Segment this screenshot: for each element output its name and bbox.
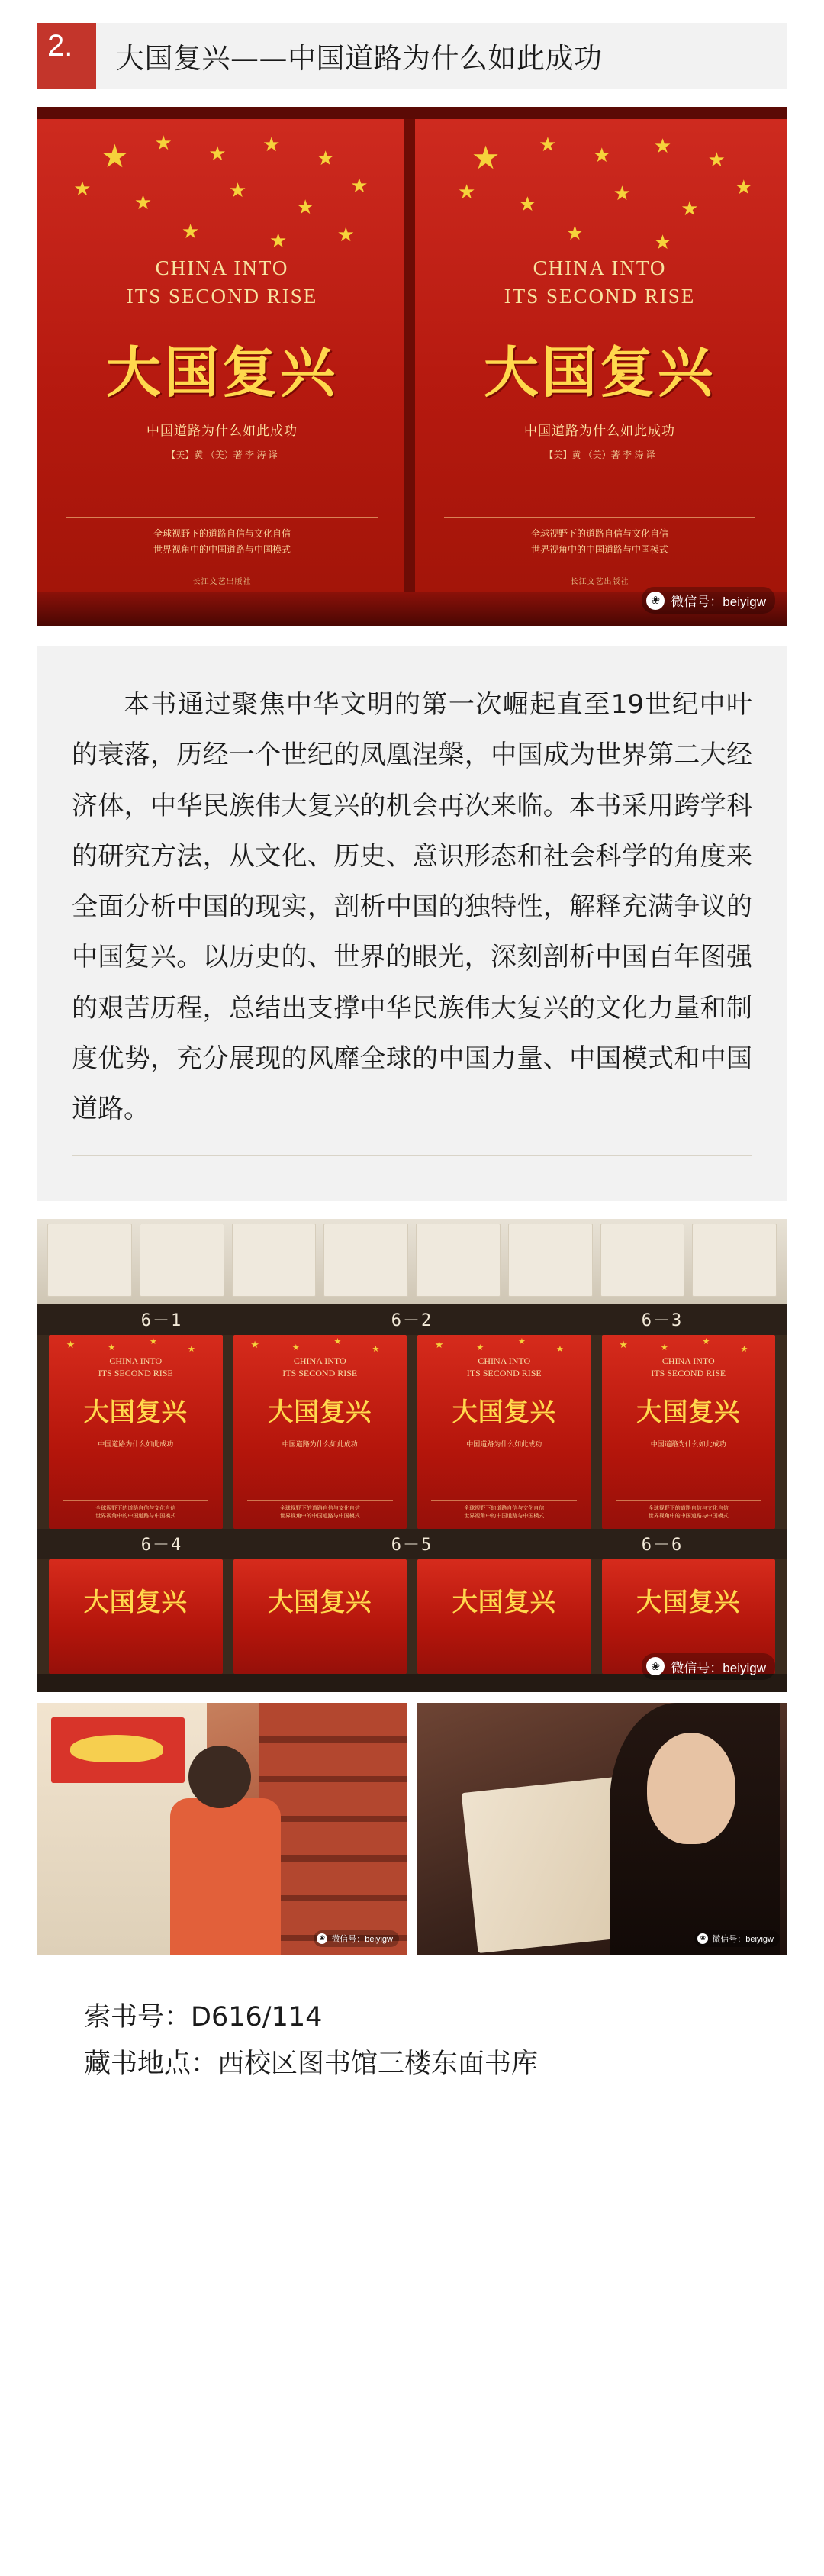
star-icon: ★	[333, 1336, 342, 1346]
stars-decoration	[233, 1338, 407, 1361]
star-icon: ★	[707, 148, 726, 171]
cover-english-line-1: CHINA INTO	[155, 256, 289, 279]
star-icon: ★	[681, 197, 699, 220]
mini-book-english-line-1: CHINA INTO	[478, 1355, 531, 1366]
photo-pair	[37, 1703, 787, 1955]
star-icon: ★	[702, 1336, 710, 1346]
star-icon: ★	[653, 231, 672, 253]
mini-book-band-line-2: 世界视角中的中国道路与中国模式	[95, 1514, 176, 1520]
mini-book-band	[431, 1500, 577, 1521]
mini-book-band-line-2: 世界视角中的中国道路与中国模式	[464, 1514, 545, 1520]
shelf-book-spine	[416, 1224, 501, 1297]
star-icon: ★	[556, 1344, 564, 1354]
cover-band-line-2: 世界视角中的中国道路与中国模式	[530, 543, 668, 555]
shelf-book-spine	[232, 1224, 317, 1297]
star-icon: ★	[269, 229, 288, 252]
call-number-value: D616/114	[191, 2001, 323, 2033]
star-icon: ★	[149, 1336, 157, 1346]
mini-book-chinese-title: 大国复兴	[636, 1398, 741, 1427]
star-icon: ★	[517, 1336, 526, 1346]
mini-book-english-line-1: CHINA INTO	[661, 1355, 715, 1366]
mini-book-english-line-1: CHINA INTO	[293, 1355, 346, 1366]
watermark-badge	[694, 1930, 780, 1947]
mini-book-chinese-title: 大国复兴	[83, 1587, 188, 1616]
star-icon: ★	[336, 223, 355, 246]
star-icon: ★	[73, 177, 92, 200]
mini-book-english-line-1: CHINA INTO	[109, 1355, 163, 1366]
star-icon: ★	[434, 1338, 444, 1350]
cover-chinese-title: 大国复兴	[483, 340, 716, 405]
cover-band-line-1: 全球视野下的道路自信与文化自信	[530, 528, 668, 540]
wechat-icon: ❀	[646, 592, 665, 610]
call-number-label: 索书号：	[84, 2001, 192, 2033]
mini-book-band-line-1: 全球视野下的道路自信与文化自信	[279, 1505, 360, 1511]
stars-decoration	[417, 1338, 591, 1361]
cover-gutter	[404, 107, 415, 626]
star-icon: ★	[108, 1343, 116, 1352]
entry-header	[37, 23, 787, 89]
mini-book-chinese-title: 大国复兴	[268, 1398, 372, 1427]
wechat-icon: ❀	[317, 1933, 327, 1944]
photo-person-body	[170, 1798, 282, 1955]
mini-book-english-line-2: ITS SECOND RISE	[98, 1368, 173, 1379]
stars-decoration	[49, 1338, 223, 1361]
mini-book-english-line-2: ITS SECOND RISE	[282, 1368, 358, 1379]
wechat-icon: ❀	[646, 1657, 665, 1675]
entry-number: 2.	[37, 23, 96, 89]
cover-band	[444, 517, 755, 557]
mini-book-cover	[233, 1335, 407, 1529]
shelf-book-spine	[692, 1224, 777, 1297]
cover-chinese-subtitle: 中国道路为什么如此成功	[146, 424, 298, 438]
mini-book-english-line-2: ITS SECOND RISE	[651, 1368, 726, 1379]
photo-book-rack	[259, 1703, 407, 1955]
watermark-label: 微信号：beiyigw	[671, 595, 766, 609]
location-value: 西校区图书馆三楼东面书库	[217, 2048, 539, 2079]
cover-publisher: 长江文艺出版社	[570, 578, 629, 586]
mini-book-english-line-2: ITS SECOND RISE	[466, 1368, 542, 1379]
book-cover-left	[53, 119, 391, 592]
wechat-icon: ❀	[697, 1933, 708, 1944]
photo-banner	[51, 1717, 185, 1783]
mini-book-cover	[49, 1559, 223, 1674]
mini-book-chinese-title: 大国复兴	[83, 1398, 188, 1427]
star-icon: ★	[518, 192, 537, 215]
mini-book-chinese-subtitle: 中国道路为什么如此成功	[282, 1440, 358, 1449]
star-icon: ★	[471, 140, 501, 176]
mini-book-chinese-title: 大国复兴	[452, 1398, 556, 1427]
mini-book-band	[63, 1500, 208, 1521]
star-icon: ★	[660, 1343, 668, 1352]
mini-book-chinese-title: 大国复兴	[452, 1587, 556, 1616]
description-block	[37, 646, 787, 1201]
cover-chinese-subtitle: 中国道路为什么如此成功	[523, 424, 675, 438]
star-icon: ★	[476, 1343, 484, 1352]
cover-shelf-edge-top	[37, 107, 787, 119]
mini-book-chinese-title: 大国复兴	[268, 1587, 372, 1616]
star-icon: ★	[154, 131, 172, 154]
shelf-upper-level	[37, 1219, 787, 1304]
star-icon: ★	[372, 1344, 380, 1354]
star-icon: ★	[619, 1338, 628, 1350]
shelf-tag: 6－3	[641, 1311, 684, 1331]
shelf-tag: 6－4	[140, 1536, 183, 1556]
location-label: 藏书地点：	[84, 2048, 218, 2079]
mini-book-cover	[417, 1335, 591, 1529]
star-icon: ★	[181, 220, 200, 243]
cover-band	[66, 517, 377, 557]
location-row	[84, 2041, 787, 2088]
book-cover-right	[431, 119, 769, 592]
call-number-row	[84, 1994, 787, 2041]
cover-english-line-1: CHINA INTO	[533, 256, 667, 279]
watermark-badge	[642, 1653, 775, 1680]
mini-book-cover	[49, 1335, 223, 1529]
mini-book-band-line-1: 全球视野下的道路自信与文化自信	[648, 1505, 729, 1511]
star-icon: ★	[250, 1338, 259, 1350]
stars-decoration	[431, 133, 769, 263]
mini-book-band-line-1: 全球视野下的道路自信与文化自信	[95, 1505, 176, 1511]
shelf-tag: 6－5	[391, 1536, 433, 1556]
mini-book-band-line-1: 全球视野下的道路自信与文化自信	[464, 1505, 545, 1511]
mini-book-cover	[602, 1335, 776, 1529]
star-icon: ★	[653, 134, 672, 157]
entry-title-container	[96, 23, 787, 89]
star-icon: ★	[66, 1338, 76, 1350]
shelf-upper-books	[37, 1224, 787, 1297]
star-icon: ★	[100, 138, 130, 174]
mini-book-chinese-subtitle: 中国道路为什么如此成功	[98, 1440, 174, 1449]
catalog-info	[84, 1994, 787, 2088]
watermark-badge	[314, 1930, 399, 1947]
mini-book-chinese-subtitle: 中国道路为什么如此成功	[650, 1440, 726, 1449]
star-icon: ★	[317, 147, 335, 169]
star-icon: ★	[740, 1344, 748, 1354]
book-cover-photo	[37, 107, 787, 626]
star-icon: ★	[593, 143, 611, 166]
star-icon: ★	[539, 133, 557, 156]
mini-book-band-line-2: 世界视角中的中国道路与中国模式	[648, 1514, 729, 1520]
watermark-label: 微信号：beiyigw	[331, 1934, 393, 1944]
shelf-tag: 6－1	[140, 1311, 183, 1331]
description-text: 本书通过聚焦中华文明的第一次崛起直至19世纪中叶的衰落，历经一个世纪的凤凰涅槃，中国成为世界第二大经济体，中华民族伟大复兴的机会再次来临。本书采用跨学科的研究方法，从文化、历史、意识形态和社会科学的角度来全面分析中国的现实，剖析中国的独特性，解释充满争议的中国复兴。以历史的、世界的眼光，深刻剖析中国百年图强的艰苦历程，总结出支撑中华民族伟大复兴的文化力量和制度优势，充分展现的风靡全球的中国力量、中国模式和中国道路。	[72, 679, 752, 1156]
cover-publisher: 长江文艺出版社	[192, 578, 252, 586]
watermark-label: 微信号：beiyigw	[712, 1934, 774, 1944]
star-icon: ★	[188, 1344, 195, 1354]
shelf-book-spine	[140, 1224, 224, 1297]
mini-book-chinese-title: 大国复兴	[636, 1587, 741, 1616]
page-title: 大国复兴——中国道路为什么如此成功	[116, 42, 603, 75]
star-icon: ★	[262, 133, 281, 156]
star-icon: ★	[208, 142, 227, 165]
photo-person-head	[188, 1746, 251, 1808]
mini-book-chinese-subtitle: 中国道路为什么如此成功	[466, 1440, 542, 1449]
star-icon: ★	[134, 191, 153, 214]
shelf-book-spine	[47, 1224, 132, 1297]
watermark-label: 微信号：beiyigw	[671, 1660, 766, 1675]
photo-reader-in-store	[37, 1703, 407, 1955]
shelf-tag: 6－2	[391, 1311, 433, 1331]
shelf-book-spine	[323, 1224, 408, 1297]
star-icon: ★	[565, 221, 584, 244]
mini-book-band	[616, 1500, 761, 1521]
library-shelf-photo	[37, 1219, 787, 1692]
shelf-book-spine	[600, 1224, 685, 1297]
cover-chinese-title: 大国复兴	[106, 340, 339, 405]
shelf-book-spine	[508, 1224, 593, 1297]
stars-decoration	[602, 1338, 776, 1361]
photo-person-face	[647, 1733, 735, 1844]
cover-authors: 【美】黄 （美）著 李 涛 译	[166, 450, 278, 460]
star-icon: ★	[458, 180, 476, 203]
star-icon: ★	[291, 1343, 300, 1352]
watermark-badge	[642, 587, 775, 614]
cover-english-line-2: ITS SECOND RISE	[126, 285, 318, 308]
shelf-books-row-1	[37, 1335, 787, 1529]
star-icon: ★	[350, 174, 369, 197]
star-icon: ★	[735, 176, 753, 198]
mini-book-cover	[417, 1559, 591, 1674]
cover-band-line-1: 全球视野下的道路自信与文化自信	[153, 528, 291, 540]
shelf-label-row-2	[37, 1529, 787, 1559]
stars-decoration	[53, 133, 391, 263]
shelf-tag: 6－6	[641, 1536, 684, 1556]
cover-authors: 【美】黄 （美）著 李 涛 译	[544, 450, 655, 460]
cover-english-line-2: ITS SECOND RISE	[504, 285, 696, 308]
cover-band-line-2: 世界视角中的中国道路与中国模式	[153, 543, 291, 555]
mini-book-cover	[233, 1559, 407, 1674]
star-icon: ★	[613, 182, 632, 205]
star-icon: ★	[296, 195, 314, 218]
photo-girl-reading	[417, 1703, 787, 1955]
mini-book-band-line-2: 世界视角中的中国道路与中国模式	[279, 1514, 360, 1520]
star-icon: ★	[228, 179, 247, 202]
shelf-label-row-1	[37, 1304, 787, 1335]
mini-book-band	[247, 1500, 393, 1521]
